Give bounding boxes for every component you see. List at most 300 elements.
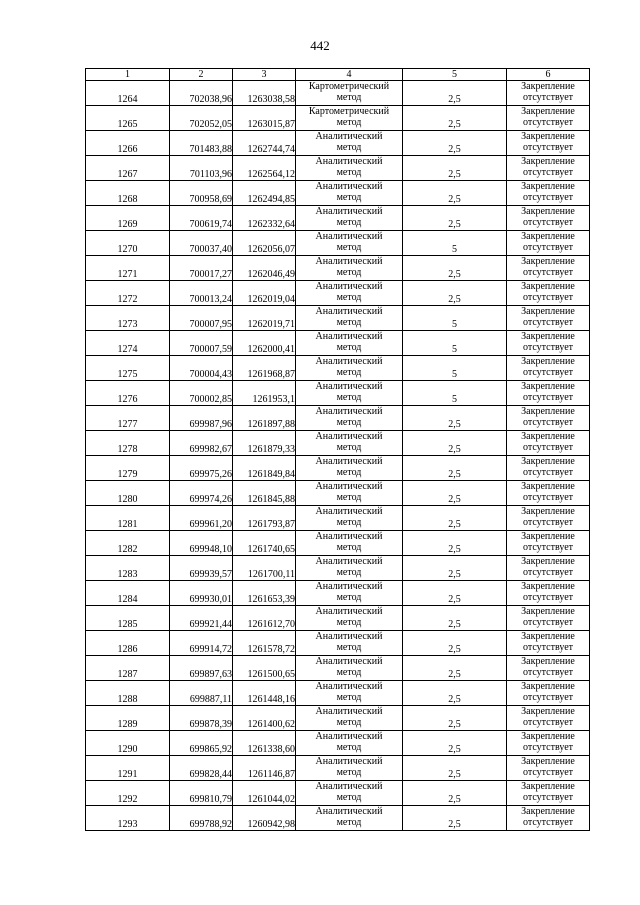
- table-row: [86, 381, 590, 406]
- point-number: 1276: [86, 381, 170, 406]
- accuracy-value: 2,5: [403, 556, 507, 581]
- fixation-cell: [507, 281, 590, 306]
- fixation-line-2: отсутствует: [522, 417, 574, 428]
- fixation-line-2: отсутствует: [522, 542, 574, 553]
- method-line-2: метод: [336, 317, 362, 328]
- fixation-line-1: Закрепление: [521, 656, 575, 667]
- fixation-line-2: отсутствует: [522, 367, 574, 378]
- method-cell: [296, 681, 403, 706]
- fixation-line-1: Закрепление: [521, 781, 575, 792]
- method-cell: [296, 781, 403, 806]
- accuracy-value: 2,5: [403, 631, 507, 656]
- method-line-1: Аналитический: [315, 456, 383, 467]
- method-cell: [296, 806, 403, 831]
- method-line-1: Аналитический: [315, 781, 383, 792]
- method-line-2: метод: [336, 642, 362, 653]
- fixation-line-1: Закрепление: [521, 456, 575, 467]
- coordinate-y: 1261044,02: [233, 781, 296, 806]
- table-row: [86, 256, 590, 281]
- fixation-line-2: отсутствует: [522, 192, 574, 203]
- fixation-line-2: отсутствует: [522, 742, 574, 753]
- accuracy-value: 2,5: [403, 206, 507, 231]
- method-line-2: метод: [336, 442, 362, 453]
- column-header-3: 3: [233, 69, 296, 81]
- method-cell: [296, 356, 403, 381]
- accuracy-value: 2,5: [403, 431, 507, 456]
- coordinate-y: 1261700,11: [233, 556, 296, 581]
- page-number: 442: [310, 38, 330, 53]
- method-line-2: метод: [336, 817, 362, 828]
- method-line-2: метод: [336, 467, 362, 478]
- fixation-line-2: отсутствует: [522, 292, 574, 303]
- method-line-1: Аналитический: [315, 606, 383, 617]
- method-line-2: метод: [336, 342, 362, 353]
- table-row: [86, 456, 590, 481]
- fixation-line-1: Закрепление: [521, 231, 575, 242]
- table-row: [86, 806, 590, 831]
- method-line-1: Аналитический: [315, 656, 383, 667]
- method-cell: [296, 281, 403, 306]
- point-number: 1293: [86, 806, 170, 831]
- method-line-1: Аналитический: [315, 381, 383, 392]
- point-number: 1274: [86, 331, 170, 356]
- coordinate-x: 700037,40: [170, 231, 233, 256]
- method-line-1: Аналитический: [315, 406, 383, 417]
- fixation-cell: [507, 131, 590, 156]
- method-line-1: Аналитический: [315, 256, 383, 267]
- fixation-line-2: отсутствует: [522, 817, 574, 828]
- table-row: [86, 756, 590, 781]
- table-row: [86, 306, 590, 331]
- fixation-cell: [507, 156, 590, 181]
- fixation-line-2: отсутствует: [522, 517, 574, 528]
- table-body: [86, 81, 590, 831]
- method-cell: [296, 756, 403, 781]
- method-line-1: Аналитический: [315, 556, 383, 567]
- fixation-line-1: Закрепление: [521, 681, 575, 692]
- accuracy-value: 2,5: [403, 256, 507, 281]
- method-line-1: Аналитический: [315, 281, 383, 292]
- accuracy-value: 2,5: [403, 781, 507, 806]
- method-line-2: метод: [336, 717, 362, 728]
- point-number: 1283: [86, 556, 170, 581]
- coordinate-x: 701103,96: [170, 156, 233, 181]
- coordinate-y: 1261897,88: [233, 406, 296, 431]
- point-number: 1271: [86, 256, 170, 281]
- method-cell: [296, 306, 403, 331]
- accuracy-value: 2,5: [403, 756, 507, 781]
- fixation-line-2: отсутствует: [522, 217, 574, 228]
- fixation-line-2: отсутствует: [522, 342, 574, 353]
- coordinate-y: 1262744,74: [233, 131, 296, 156]
- accuracy-value: 2,5: [403, 806, 507, 831]
- accuracy-value: 2,5: [403, 406, 507, 431]
- fixation-cell: [507, 106, 590, 131]
- coordinate-y: 1261879,33: [233, 431, 296, 456]
- coordinate-y: 1261500,65: [233, 656, 296, 681]
- point-number: 1288: [86, 681, 170, 706]
- method-cell: [296, 581, 403, 606]
- table-row: [86, 181, 590, 206]
- fixation-line-1: Закрепление: [521, 481, 575, 492]
- fixation-cell: [507, 331, 590, 356]
- coordinate-x: 699914,72: [170, 631, 233, 656]
- point-number: 1278: [86, 431, 170, 456]
- coordinate-y: 1261448,16: [233, 681, 296, 706]
- coordinate-x: 701483,88: [170, 131, 233, 156]
- method-cell: [296, 181, 403, 206]
- table-row: [86, 106, 590, 131]
- fixation-line-2: отсутствует: [522, 267, 574, 278]
- table-row: [86, 156, 590, 181]
- fixation-cell: [507, 306, 590, 331]
- point-number: 1280: [86, 481, 170, 506]
- coordinate-y: 1261793,87: [233, 506, 296, 531]
- method-line-2: метод: [336, 742, 362, 753]
- fixation-cell: [507, 506, 590, 531]
- method-line-2: метод: [336, 142, 362, 153]
- accuracy-value: 2,5: [403, 106, 507, 131]
- coordinate-y: 1261612,70: [233, 606, 296, 631]
- point-number: 1277: [86, 406, 170, 431]
- fixation-line-2: отсутствует: [522, 492, 574, 503]
- fixation-line-1: Закрепление: [521, 506, 575, 517]
- accuracy-value: 2,5: [403, 656, 507, 681]
- coordinates-table: [85, 68, 590, 831]
- coordinate-x: 699865,92: [170, 731, 233, 756]
- point-number: 1268: [86, 181, 170, 206]
- point-number: 1291: [86, 756, 170, 781]
- method-cell: [296, 331, 403, 356]
- fixation-line-2: отсутствует: [522, 592, 574, 603]
- coordinate-y: 1263015,87: [233, 106, 296, 131]
- fixation-line-1: Закрепление: [521, 256, 575, 267]
- table-row: [86, 481, 590, 506]
- table-row: [86, 606, 590, 631]
- coordinate-y: 1262046,49: [233, 256, 296, 281]
- coordinate-y: 1262056,07: [233, 231, 296, 256]
- method-line-2: метод: [336, 617, 362, 628]
- method-line-2: метод: [336, 242, 362, 253]
- fixation-line-2: отсутствует: [522, 717, 574, 728]
- column-header-5: 5: [403, 69, 507, 81]
- coordinate-x: 699887,11: [170, 681, 233, 706]
- fixation-cell: [507, 231, 590, 256]
- fixation-cell: [507, 356, 590, 381]
- table-row: [86, 656, 590, 681]
- method-line-1: Аналитический: [315, 331, 383, 342]
- fixation-cell: [507, 781, 590, 806]
- method-cell: [296, 256, 403, 281]
- fixation-line-2: отсутствует: [522, 567, 574, 578]
- fixation-line-2: отсутствует: [522, 767, 574, 778]
- point-number: 1290: [86, 731, 170, 756]
- point-number: 1273: [86, 306, 170, 331]
- point-number: 1284: [86, 581, 170, 606]
- point-number: 1269: [86, 206, 170, 231]
- coordinate-y: 1261578,72: [233, 631, 296, 656]
- fixation-line-2: отсутствует: [522, 617, 574, 628]
- fixation-line-2: отсутствует: [522, 142, 574, 153]
- point-number: 1287: [86, 656, 170, 681]
- fixation-cell: [507, 481, 590, 506]
- point-number: 1289: [86, 706, 170, 731]
- accuracy-value: 2,5: [403, 531, 507, 556]
- fixation-line-1: Закрепление: [521, 631, 575, 642]
- fixation-line-1: Закрепление: [521, 156, 575, 167]
- coordinate-x: 702038,96: [170, 81, 233, 106]
- column-header-1: 1: [86, 69, 170, 81]
- table-row: [86, 731, 590, 756]
- coordinate-x: 700958,69: [170, 181, 233, 206]
- coordinate-y: 1262019,71: [233, 306, 296, 331]
- method-line-2: метод: [336, 292, 362, 303]
- table-row: [86, 631, 590, 656]
- fixation-cell: [507, 756, 590, 781]
- method-cell: [296, 206, 403, 231]
- method-line-1: Аналитический: [315, 181, 383, 192]
- table-row: [86, 556, 590, 581]
- point-number: 1282: [86, 531, 170, 556]
- table-row: [86, 706, 590, 731]
- coordinate-x: 700007,95: [170, 306, 233, 331]
- fixation-line-1: Закрепление: [521, 331, 575, 342]
- method-line-2: метод: [336, 217, 362, 228]
- method-line-1: Аналитический: [315, 156, 383, 167]
- fixation-cell: [507, 256, 590, 281]
- method-line-2: метод: [336, 667, 362, 678]
- fixation-line-1: Закрепление: [521, 206, 575, 217]
- fixation-line-1: Закрепление: [521, 731, 575, 742]
- method-cell: [296, 481, 403, 506]
- point-number: 1272: [86, 281, 170, 306]
- method-cell: [296, 706, 403, 731]
- method-cell: [296, 431, 403, 456]
- accuracy-value: 2,5: [403, 81, 507, 106]
- coordinate-x: 699810,79: [170, 781, 233, 806]
- column-header-2: 2: [170, 69, 233, 81]
- accuracy-value: 2,5: [403, 581, 507, 606]
- method-line-2: метод: [336, 392, 362, 403]
- fixation-line-1: Закрепление: [521, 106, 575, 117]
- coordinate-y: 1261953,1: [233, 381, 296, 406]
- coordinate-x: 699987,96: [170, 406, 233, 431]
- fixation-line-1: Закрепление: [521, 531, 575, 542]
- fixation-line-2: отсутствует: [522, 167, 574, 178]
- accuracy-value: 5: [403, 331, 507, 356]
- fixation-line-2: отсутствует: [522, 117, 574, 128]
- method-line-2: метод: [336, 692, 362, 703]
- table-header-row: [86, 69, 590, 81]
- coordinate-x: 702052,05: [170, 106, 233, 131]
- fixation-line-2: отсутствует: [522, 442, 574, 453]
- method-line-1: Картометрический: [308, 81, 390, 92]
- method-line-2: метод: [336, 92, 362, 103]
- method-line-1: Картометрический: [308, 106, 390, 117]
- column-header-6: 6: [507, 69, 590, 81]
- method-line-1: Аналитический: [315, 731, 383, 742]
- method-cell: [296, 606, 403, 631]
- fixation-cell: [507, 181, 590, 206]
- method-cell: [296, 156, 403, 181]
- fixation-line-1: Закрепление: [521, 356, 575, 367]
- fixation-cell: [507, 556, 590, 581]
- coordinate-x: 700002,85: [170, 381, 233, 406]
- method-line-2: метод: [336, 192, 362, 203]
- coordinate-y: 1262019,04: [233, 281, 296, 306]
- coordinate-x: 699974,26: [170, 481, 233, 506]
- fixation-line-2: отсутствует: [522, 92, 574, 103]
- coordinate-y: 1262564,12: [233, 156, 296, 181]
- fixation-cell: [507, 81, 590, 106]
- coordinate-x: 699921,44: [170, 606, 233, 631]
- point-number: 1281: [86, 506, 170, 531]
- table-row: [86, 331, 590, 356]
- table-row: [86, 531, 590, 556]
- method-line-1: Аналитический: [315, 431, 383, 442]
- fixation-line-1: Закрепление: [521, 431, 575, 442]
- method-line-2: метод: [336, 167, 362, 178]
- method-line-1: Аналитический: [315, 231, 383, 242]
- coordinate-x: 700007,59: [170, 331, 233, 356]
- coordinate-x: 699982,67: [170, 431, 233, 456]
- table-row: [86, 356, 590, 381]
- method-cell: [296, 456, 403, 481]
- point-number: 1285: [86, 606, 170, 631]
- method-cell: [296, 106, 403, 131]
- method-cell: [296, 506, 403, 531]
- coordinate-x: 699878,39: [170, 706, 233, 731]
- fixation-line-2: отсутствует: [522, 642, 574, 653]
- fixation-cell: [507, 631, 590, 656]
- fixation-line-1: Закрепление: [521, 181, 575, 192]
- coordinate-x: 699897,63: [170, 656, 233, 681]
- point-number: 1286: [86, 631, 170, 656]
- coordinate-x: 700017,27: [170, 256, 233, 281]
- accuracy-value: 2,5: [403, 481, 507, 506]
- table-row: [86, 206, 590, 231]
- point-number: 1266: [86, 131, 170, 156]
- fixation-cell: [507, 731, 590, 756]
- table-row: [86, 406, 590, 431]
- coordinate-y: 1261146,87: [233, 756, 296, 781]
- coordinate-y: 1261968,87: [233, 356, 296, 381]
- point-number: 1265: [86, 106, 170, 131]
- method-cell: [296, 731, 403, 756]
- method-line-1: Аналитический: [315, 306, 383, 317]
- coordinate-y: 1263038,58: [233, 81, 296, 106]
- fixation-line-1: Закрепление: [521, 306, 575, 317]
- method-line-1: Аналитический: [315, 481, 383, 492]
- method-line-1: Аналитический: [315, 706, 383, 717]
- accuracy-value: 2,5: [403, 681, 507, 706]
- accuracy-value: 5: [403, 356, 507, 381]
- fixation-line-1: Закрепление: [521, 131, 575, 142]
- method-line-1: Аналитический: [315, 531, 383, 542]
- method-line-2: метод: [336, 767, 362, 778]
- fixation-cell: [507, 406, 590, 431]
- fixation-line-1: Закрепление: [521, 381, 575, 392]
- coordinate-x: 700619,74: [170, 206, 233, 231]
- accuracy-value: 2,5: [403, 181, 507, 206]
- fixation-line-1: Закрепление: [521, 406, 575, 417]
- fixation-cell: [507, 456, 590, 481]
- coordinate-y: 1262494,85: [233, 181, 296, 206]
- fixation-cell: [507, 656, 590, 681]
- coordinate-y: 1260942,98: [233, 806, 296, 831]
- fixation-line-1: Закрепление: [521, 706, 575, 717]
- fixation-line-2: отсутствует: [522, 242, 574, 253]
- point-number: 1279: [86, 456, 170, 481]
- table-row: [86, 131, 590, 156]
- method-line-2: метод: [336, 492, 362, 503]
- method-line-2: метод: [336, 367, 362, 378]
- coordinate-x: 700013,24: [170, 281, 233, 306]
- fixation-line-2: отсутствует: [522, 792, 574, 803]
- fixation-line-2: отсутствует: [522, 392, 574, 403]
- accuracy-value: 2,5: [403, 606, 507, 631]
- coordinate-y: 1261849,84: [233, 456, 296, 481]
- coordinate-y: 1262000,41: [233, 331, 296, 356]
- method-cell: [296, 656, 403, 681]
- method-line-1: Аналитический: [315, 631, 383, 642]
- coordinate-x: 699788,92: [170, 806, 233, 831]
- method-line-1: Аналитический: [315, 806, 383, 817]
- method-line-1: Аналитический: [315, 581, 383, 592]
- fixation-line-2: отсутствует: [522, 317, 574, 328]
- fixation-cell: [507, 681, 590, 706]
- coordinate-x: 699939,57: [170, 556, 233, 581]
- method-cell: [296, 531, 403, 556]
- method-line-1: Аналитический: [315, 131, 383, 142]
- coordinate-y: 1261845,88: [233, 481, 296, 506]
- accuracy-value: 2,5: [403, 456, 507, 481]
- table-row: [86, 231, 590, 256]
- coordinate-x: 700004,43: [170, 356, 233, 381]
- fixation-cell: [507, 606, 590, 631]
- fixation-line-1: Закрепление: [521, 556, 575, 567]
- point-number: 1264: [86, 81, 170, 106]
- method-cell: [296, 631, 403, 656]
- table-row: [86, 681, 590, 706]
- method-cell: [296, 381, 403, 406]
- method-line-2: метод: [336, 267, 362, 278]
- fixation-cell: [507, 806, 590, 831]
- accuracy-value: 2,5: [403, 131, 507, 156]
- method-line-1: Аналитический: [315, 356, 383, 367]
- fixation-line-1: Закрепление: [521, 281, 575, 292]
- coordinate-y: 1261400,62: [233, 706, 296, 731]
- table-row: [86, 281, 590, 306]
- method-line-1: Аналитический: [315, 681, 383, 692]
- point-number: 1270: [86, 231, 170, 256]
- fixation-cell: [507, 531, 590, 556]
- fixation-line-2: отсутствует: [522, 467, 574, 478]
- fixation-line-1: Закрепление: [521, 581, 575, 592]
- fixation-line-1: Закрепление: [521, 81, 575, 92]
- coordinate-x: 699961,20: [170, 506, 233, 531]
- table-row: [86, 81, 590, 106]
- method-line-1: Аналитический: [315, 506, 383, 517]
- coordinate-x: 699828,44: [170, 756, 233, 781]
- coordinate-x: 699975,26: [170, 456, 233, 481]
- method-cell: [296, 81, 403, 106]
- fixation-cell: [507, 381, 590, 406]
- fixation-cell: [507, 206, 590, 231]
- accuracy-value: 5: [403, 306, 507, 331]
- coordinate-y: 1262332,64: [233, 206, 296, 231]
- fixation-line-1: Закрепление: [521, 606, 575, 617]
